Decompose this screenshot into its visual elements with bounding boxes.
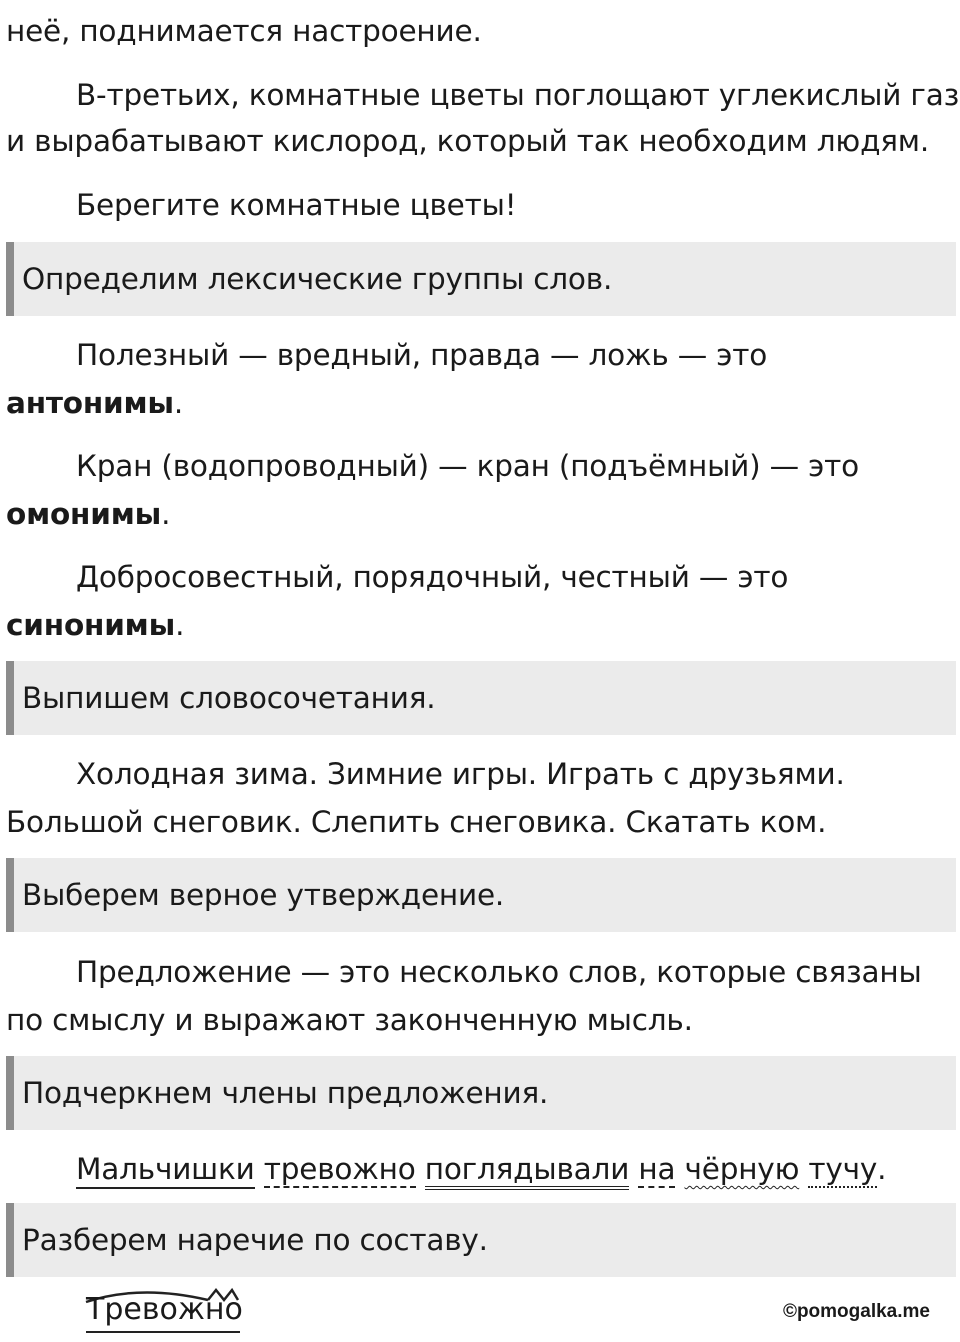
text-line: Большой снеговик. Слепить снеговика. Скатать ком. [6,805,827,839]
text-line: по смыслу и выражают законченную мысль. [6,1003,693,1037]
watermark: ©pomogalka.me [782,1301,930,1322]
attribute-word: чёрную [684,1152,800,1186]
task-heading [6,242,956,316]
text-line: Предложение — это несколько слов, которые связаны [76,955,922,989]
task-heading [6,1203,956,1277]
predicate-word: поглядывали [425,1152,629,1190]
text-line: Берегите комнатные цветы! [76,188,517,222]
term-synonyms: синонимы [6,608,176,642]
text-line: и вырабатывают кислород, который так необходим людям. [6,124,930,158]
task-heading [6,1056,956,1130]
task-title: Выпишем словосочетания. [22,681,436,715]
term-antonyms: антонимы [6,386,174,420]
parsed-sentence: Мальчишки тревожно поглядывали на чёрную тучу. [76,1151,886,1187]
task-title: Определим лексические группы слов. [22,262,613,296]
morpheme-word: Тревожно [86,1292,243,1327]
text-line: омонимы. [6,497,171,531]
text-line: Холодная зима. Зимние игры. Играть с друзьями. [76,757,845,791]
task-heading [6,858,956,932]
term-homonyms: омонимы [6,497,162,531]
adverbial-word: тревожно [263,1152,416,1186]
text-line: неё, поднимается настроение. [6,14,482,48]
subject-word: Мальчишки [76,1152,255,1189]
text-line: синонимы. [6,608,185,642]
text-line: В-третьих, комнатные цветы поглощают углекислый газ [76,78,960,112]
text-line: Добросовестный, порядочный, честный — это [76,560,789,594]
task-title: Выберем верное утверждение. [22,878,505,912]
preposition-word: на [638,1152,676,1186]
text-line: Кран (водопроводный) — кран (подъёмный) — это [76,449,859,483]
morpheme-analysis [80,1282,250,1342]
object-word: тучу [808,1152,878,1186]
text-line: Полезный — вредный, правда — ложь — это [76,338,768,372]
task-title: Подчеркнем члены предложения. [22,1076,549,1110]
task-title: Разберем наречие по составу. [22,1223,488,1257]
task-heading [6,661,956,735]
text-line: антонимы. [6,386,184,420]
